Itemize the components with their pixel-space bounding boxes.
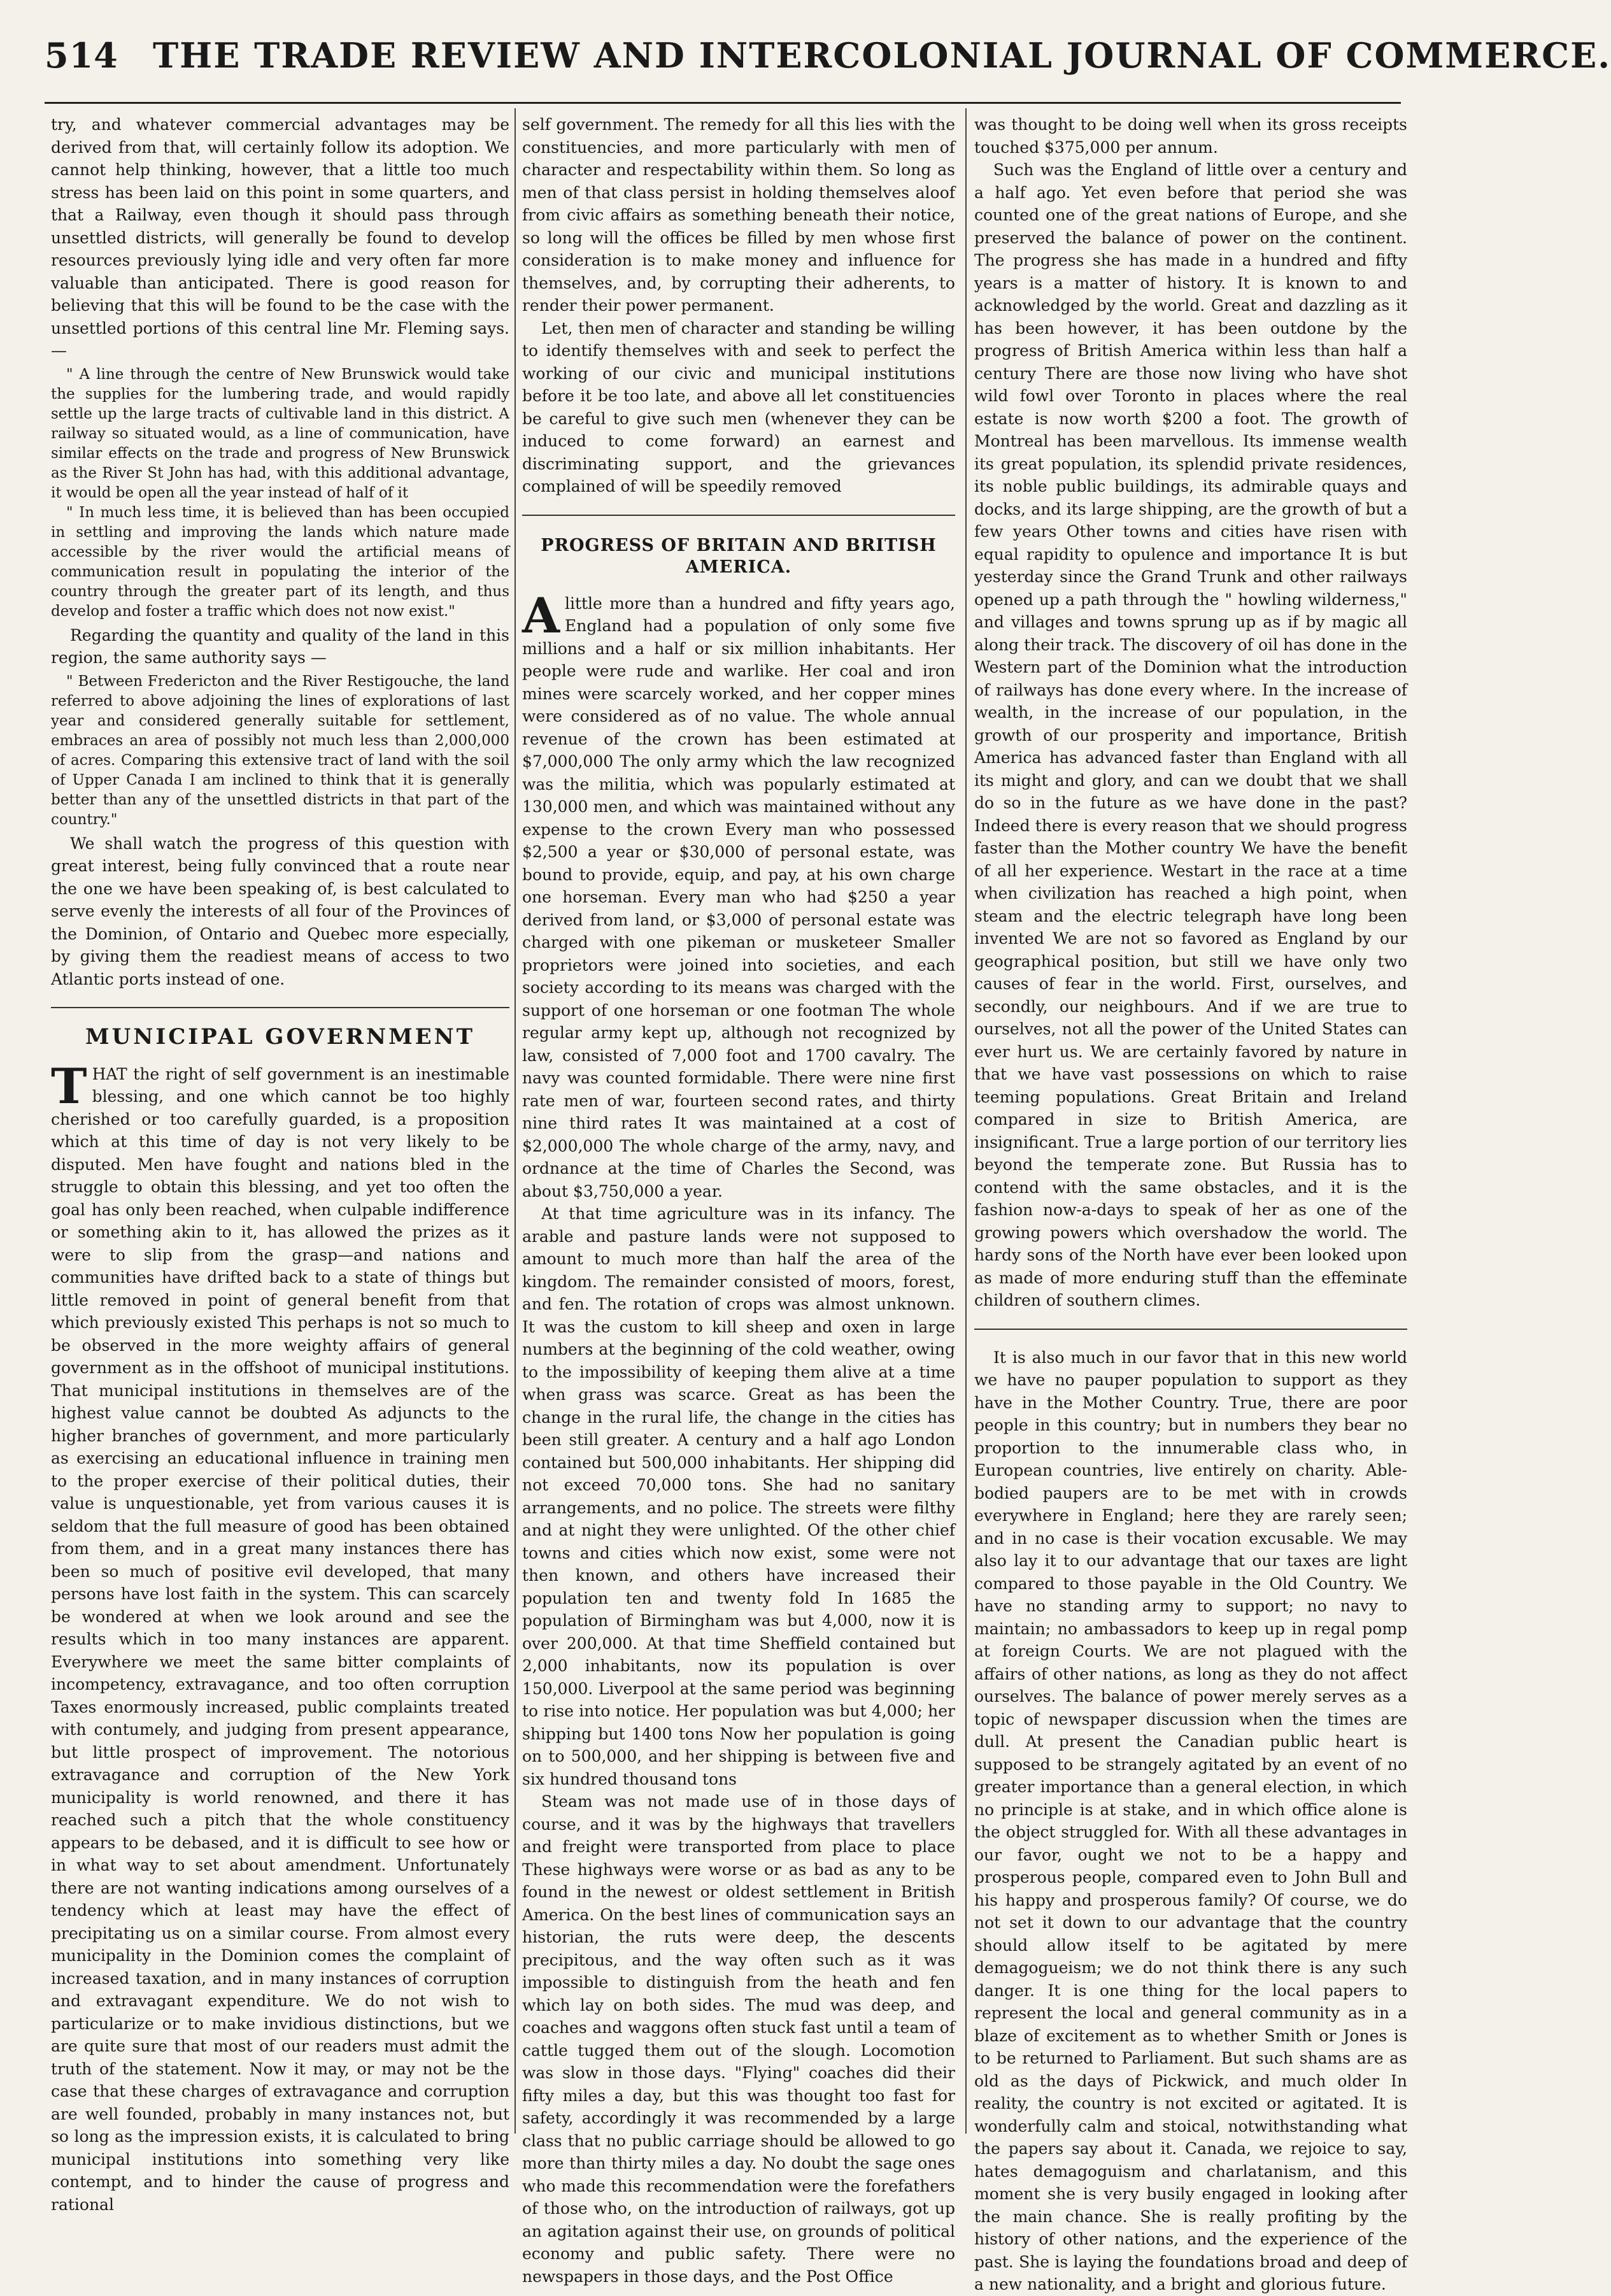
section-rule [51, 1007, 509, 1008]
paragraph: was thought to be doing well when its gross receipts touched $375,000 per annum. [974, 115, 1407, 157]
paragraph: try, and whatever commercial advantages may be derived from that, will certainly follow its adoption. We cannot help thinking, however, that a little too much stress has been laid on this point in some quarters, and that a Railway, even though it should pass through unsettled districts, will generally be found to develop resources previously lying idle and very often far more valuable than anticipated. There is good reason for believing that this will be found to be the case with the unsettled portions of this central line Mr. Fleming says.— [51, 115, 509, 360]
paragraph-text: HAT the right of self government is an inestimable blessing, and one which cannot be too highly cherished or too carefully guarded, is a proposition which at this time of day is not very likely to be disputed. Men have fought and nations bled in the struggle to obtain this blessing, and yet too often the goal has only been reached, when culpable indifference or something akin to it, has allowed the prizes as it were to slip from the grasp—and nations and communities have drifted back to a state of things but little removed in point of general benefit from that which previously existed This perhaps is not so much to be observed in the more weighty affairs of general government as in the offshoot of municipal institutions. That municipal institutions in themselves are of the highest value cannot be doubted As adjuncts to the higher branches of government, and more particularly as exercising an educational influence in training men to the proper exercise of their political duties, their value is unquestionable, yet from various causes it is seldom that the full measure of good has been obtained from them, and in a great many instances there has been so much of positive evil developed, that many persons have lost faith in the system. This can scarcely be wondered at when we look around and see the results which in too many instances are apparent. Everywhere we meet the same bitter complaints of incompetency, extravagance, and too often corruption Taxes enormously increased, public complaints treated with contumely, and judging from present appearance, but little prospect of improvement. The notorious extravagance and corruption of the New York municipality is world renowned, and there it has reached such a pitch that the whole constituency appears to be debased, and it is difficult to see how or in what way to set about amendment. Unfortunately there are not wanting indications among ourselves of a tendency which at least may have the effect of precipitating us on a similar course. From almost every municipality in the Dominion comes the complaint of increased taxation, and in many instances of corruption and extravagant expenditure. We do not wish to particularize or to make invidious distinctions, but we are quite sure that most of our readers must admit the truth of the statement. Now it may, or may not be the case that these charges of extravagance and corruption are well founded, probably in many instances not, but so long as the impression exists, it is calculated to bring municipal institutions into something very like contempt, and to hinder the cause of progress and rational [51, 1064, 509, 2214]
quote-paragraph: " In much less time, it is believed than has been occupied in settling and improving the lands which nature made accessible by the river would the artificial means of communication result in populating the interior of the country through the greater part of its length, and thus develop and foster a traffic which does not now exist." [51, 504, 509, 620]
paragraph: self government. The remedy for all this lies with the constituencies, and more particularly with men of character and respectability within them. So long as men of that class persist in holding themselves aloof from civic affairs as something beneath their notice, so long will the offices be filled by men whose first consideration is to make money and influence for themselves, and, by corrupting their adherents, to render their power permanent. [522, 115, 955, 315]
column-3 [974, 113, 1407, 2293]
page-header [45, 35, 1611, 92]
header-rule [45, 102, 1401, 104]
paragraph: At that time agriculture was in its infancy. The arable and pasture lands were not supposed to amount to much more than half the area of the kingdom. The remainder consisted of moors, forest, and fen. The rotation of crops was almost unknown. It was the custom to kill sheep and oxen in large numbers at the beginning of the cold weather, owing to the impossibility of keeping them alive at a time when grass was scarce. Great as has been the change in the rural life, the change in the cities has been still greater. A century and a half ago London contained but 500,000 inhabitants. Her shipping did not exceed 70,000 tons. She had no sanitary arrangements, and no police. The streets were filthy and at night they were unlighted. Of the other chief towns and cities which now exist, some were not then known, and others have increased their population ten and twenty fold In 1685 the population of Birmingham was but 4,000, now it is over 200,000. At that time Sheffield contained but 2,000 inhabitants, now its population is over 150,000. Liverpool at the same period was beginning to rise into notice. Her population was but 4,000; her shipping but 1400 tons Now her population is going on to 500,000, and her shipping is between five and six hundred thousand tons [522, 1204, 955, 1788]
column-divider [965, 108, 967, 2134]
paragraph: Such was the England of little over a century and a half ago. Yet even before that period she was counted one of the great nations of Europe, and she preserved the balance of power on the continent. The progress she has made in a hundred and fifty years is a matter of history. It is known to and acknowledged by the world. Great and dazzling as it has been however, it has been outdone by the progress of British America within less than half a century There are those now living who have shot wild fowl over Toronto in places where the real estate is now worth $200 a foot. The growth of Montreal has been marvellous. Its immense wealth its great population, its splendid private residences, its noble public buildings, its admirable quays and docks, and its large shipping, are the growth of but a few years Other towns and cities have risen with equal rapidity to opulence and importance It is but yesterday since the Grand Trunk and other railways opened up a path through the " howling wilderness," and villages and towns sprung up as if by magic all along their track. The discovery of oil has done in the Western part of the Dominion what the introduction of railways has done every where. In the increase of wealth, in the increase of our population, in the growth of our prosperity and importance, British America has advanced faster than England with all its might and glory, and can we doubt that we shall do so in the future as we have done in the past? Indeed there is every reason that we should progress faster than the Mother country We have the benefit of all her experience. Westart in the race at a time when civilization has reached a high point, when steam and the electric telegraph have long been invented We are not so favored as England by our geographical position, but still we have only two causes of fear in the world. First, ourselves, and secondly, our neighbours. And if we are true to ourselves, not all the power of the United States can ever hurt us. We are certainly favored by nature in that we have vast possessions on which to raise teeming populations. Great Britain and Ireland compared in size to British America, are insignificant. True a large portion of our territory lies beyond the temperate zone. But Russia has to contend with the same obstacles, and it is the fashion now-a-days to speak of her as one of the growing powers which overshadow the world. The hardy sons of the North have ever been looked upon as made of more enduring stuff than the effeminate children of southern climes. [974, 160, 1407, 1309]
column-1 [51, 113, 509, 2214]
paragraph: Steam was not made use of in those days of course, and it was by the highways that travellers and freight were transported from place to place These highways were worse or as bad as any to be found in the newest or oldest settlement in British America. On the best lines of communication says an historian, the ruts were deep, the descents precipitous, and the way often such as it was impossible to distinguish from the heath and fen which lay on both sides. The mud was deep, and coaches and waggons often stuck fast until a team of cattle tugged them out of the slough. Locomotion was slow in those days. "Flying" coaches did their fifty miles a day, but this was thought too fast for safety, accordingly it was recommended by a large class that no public carriage should be allowed to go more than thirty miles a day. No doubt the sage ones who made this recommendation were the forefathers of those who, on the introduction of railways, got up an agitation against their use, on grounds of political economy and public safety. There were no newspapers in those days, and the Post Office [522, 1792, 955, 2286]
paragraph: It is also much in our favor that in this new world we have no pauper population to support as they have in the Mother Country. True, there are poor people in this country; but in numbers they bear no proportion to the innumerable class who, in European countries, live entirely on charity. Able-bodied paupers are to be met with in crowds everywhere in England; here they are rarely seen; and in no case is their vocation excusable. We may also lay it to our advantage that our taxes are light compared to those payable in the Old Country. We have no standing army to support; no navy to maintain; no ambassadors to keep up in regal pomp at foreign Courts. We are not plagued with the affairs of other nations, as long as they do not affect ourselves. The balance of power merely serves as a topic of newspaper discussion when the times are dull. At present the Canadian public heart is supposed to be strangely agitated by an event of no greater importance than a general election, in which no principle is at stake, and in which office alone is the object struggled for. With all these advantages in our favor, ought we not to be a happy and prosperous people, compared even to John Bull and his happy and prosperous family? Of course, we do not set it down to our advantage that the country should allow itself to be agitated by mere demagogueism; we do not think there is any such danger. It is one thing for the local papers to represent the local and general community as in a blaze of excitement as to whether Smith or Jones is to be returned to Parliament. But such shams are as old as the days of Pickwick, and much older In reality, the country is not excited or agitated. It is wonderfully calm and stoical, notwithstanding what the papers say about it. Canada, we rejoice to say, hates demagoguism and charlatanism, and this moment she is very busily engaged in looking after the main chance. She is really profiting by the history of other nations, and the experience of the past. She is laying the foundations broad and deep of a new nationality, and a bright and glorious future. [974, 1348, 1407, 2293]
column-2 [522, 113, 955, 2286]
drop-cap: A [522, 587, 560, 644]
paragraph: Let, then men of character and standing be willing to identify themselves with and seek to perfect the working of our civic and municipal institutions before it be too late, and above all let constituencies be careful to give such men (whenever they can be induced to come forward) an earnest and discriminating support, and the grievances complained of will be speedily removed [522, 318, 955, 496]
paragraph: We shall watch the progress of this question with great interest, being fully convinced that a route near the one we have been speaking of, is best calculated to serve evenly the interests of all four of the Provinces of the Dominion, of Ontario and Quebec more especially, by giving them the readiest means of access to two Atlantic ports instead of one. [51, 834, 509, 988]
article-heading-progress-of-britain: PROGRESS OF BRITAIN AND BRITISH AMERICA. [541, 535, 937, 577]
block-quote [51, 672, 509, 830]
column-divider [515, 108, 516, 2134]
article-heading-municipal-government: MUNICIPAL GOVERNMENT [85, 1024, 476, 1050]
quote-paragraph: " A line through the centre of New Brunswick would take the supplies for the lumbering trade, and would rapidly settle up the large tracts of cultivable land in this district. A railway so situated would, as a line of communication, have similar effects on the trade and progress of New Brunswick as the River St John has had, with this additional advantage, it would be open all the year instead of half of it [51, 366, 509, 501]
section-rule [522, 515, 955, 516]
block-quote [51, 365, 509, 622]
quote-paragraph: " Between Fredericton and the River Restigouche, the land referred to above adjoining the lines of explorations of last year and considered generally suitable for settlement, embraces an area of possibly not much less than 2,000,000 of acres. Comparing this extensive tract of land with the soil of Upper Canada I am inclined to think that it is generally better than any of the unsettled districts in that part of the country." [51, 673, 509, 828]
running-title: THE TRADE REVIEW AND INTERCOLONIAL JOURNAL OF COMMERCE. [153, 35, 1611, 76]
page-number: 514 [45, 35, 118, 76]
section-rule [974, 1329, 1407, 1330]
paragraph-text: little more than a hundred and fifty years ago, England had a population of only some five millions and a half or six million inhabitants. Her people were rude and warlike. Her coal and iron mines were scarcely worked, and her copper mines were considered as of no value. The whole annual revenue of the crown has been estimated at $7,000,000 The only army which the law recognized was the militia, which was popularly estimated at 130,000 men, and which was maintained without any expense to the crown Every man who possessed $2,500 a year or $30,000 of personal estate, was bound to provide, equip, and pay, at his own charge one horseman. Every man who had $250 a year derived from land, or $3,000 of personal estate was charged with one pikeman or musketeer Smaller proprietors were joined into societies, and each society according to its means was charged with the support of one horseman or one footman The whole regular army kept up, although not recognized by law, consisted of 7,000 foot and 1700 cavalry. The navy was counted formidable. There were nine first rate men of war, fourteen second rates, and thirty nine third rates It was maintained at a cost of $2,000,000 The whole charge of the army, navy, and ordnance at the time of Charles the Second, was about $3,750,000 a year. [522, 594, 955, 1201]
drop-cap: T [51, 1057, 87, 1115]
paragraph [51, 1057, 509, 2216]
paragraph [522, 587, 955, 1203]
paragraph: Regarding the quantity and quality of the land in this region, the same authority says — [51, 625, 509, 667]
